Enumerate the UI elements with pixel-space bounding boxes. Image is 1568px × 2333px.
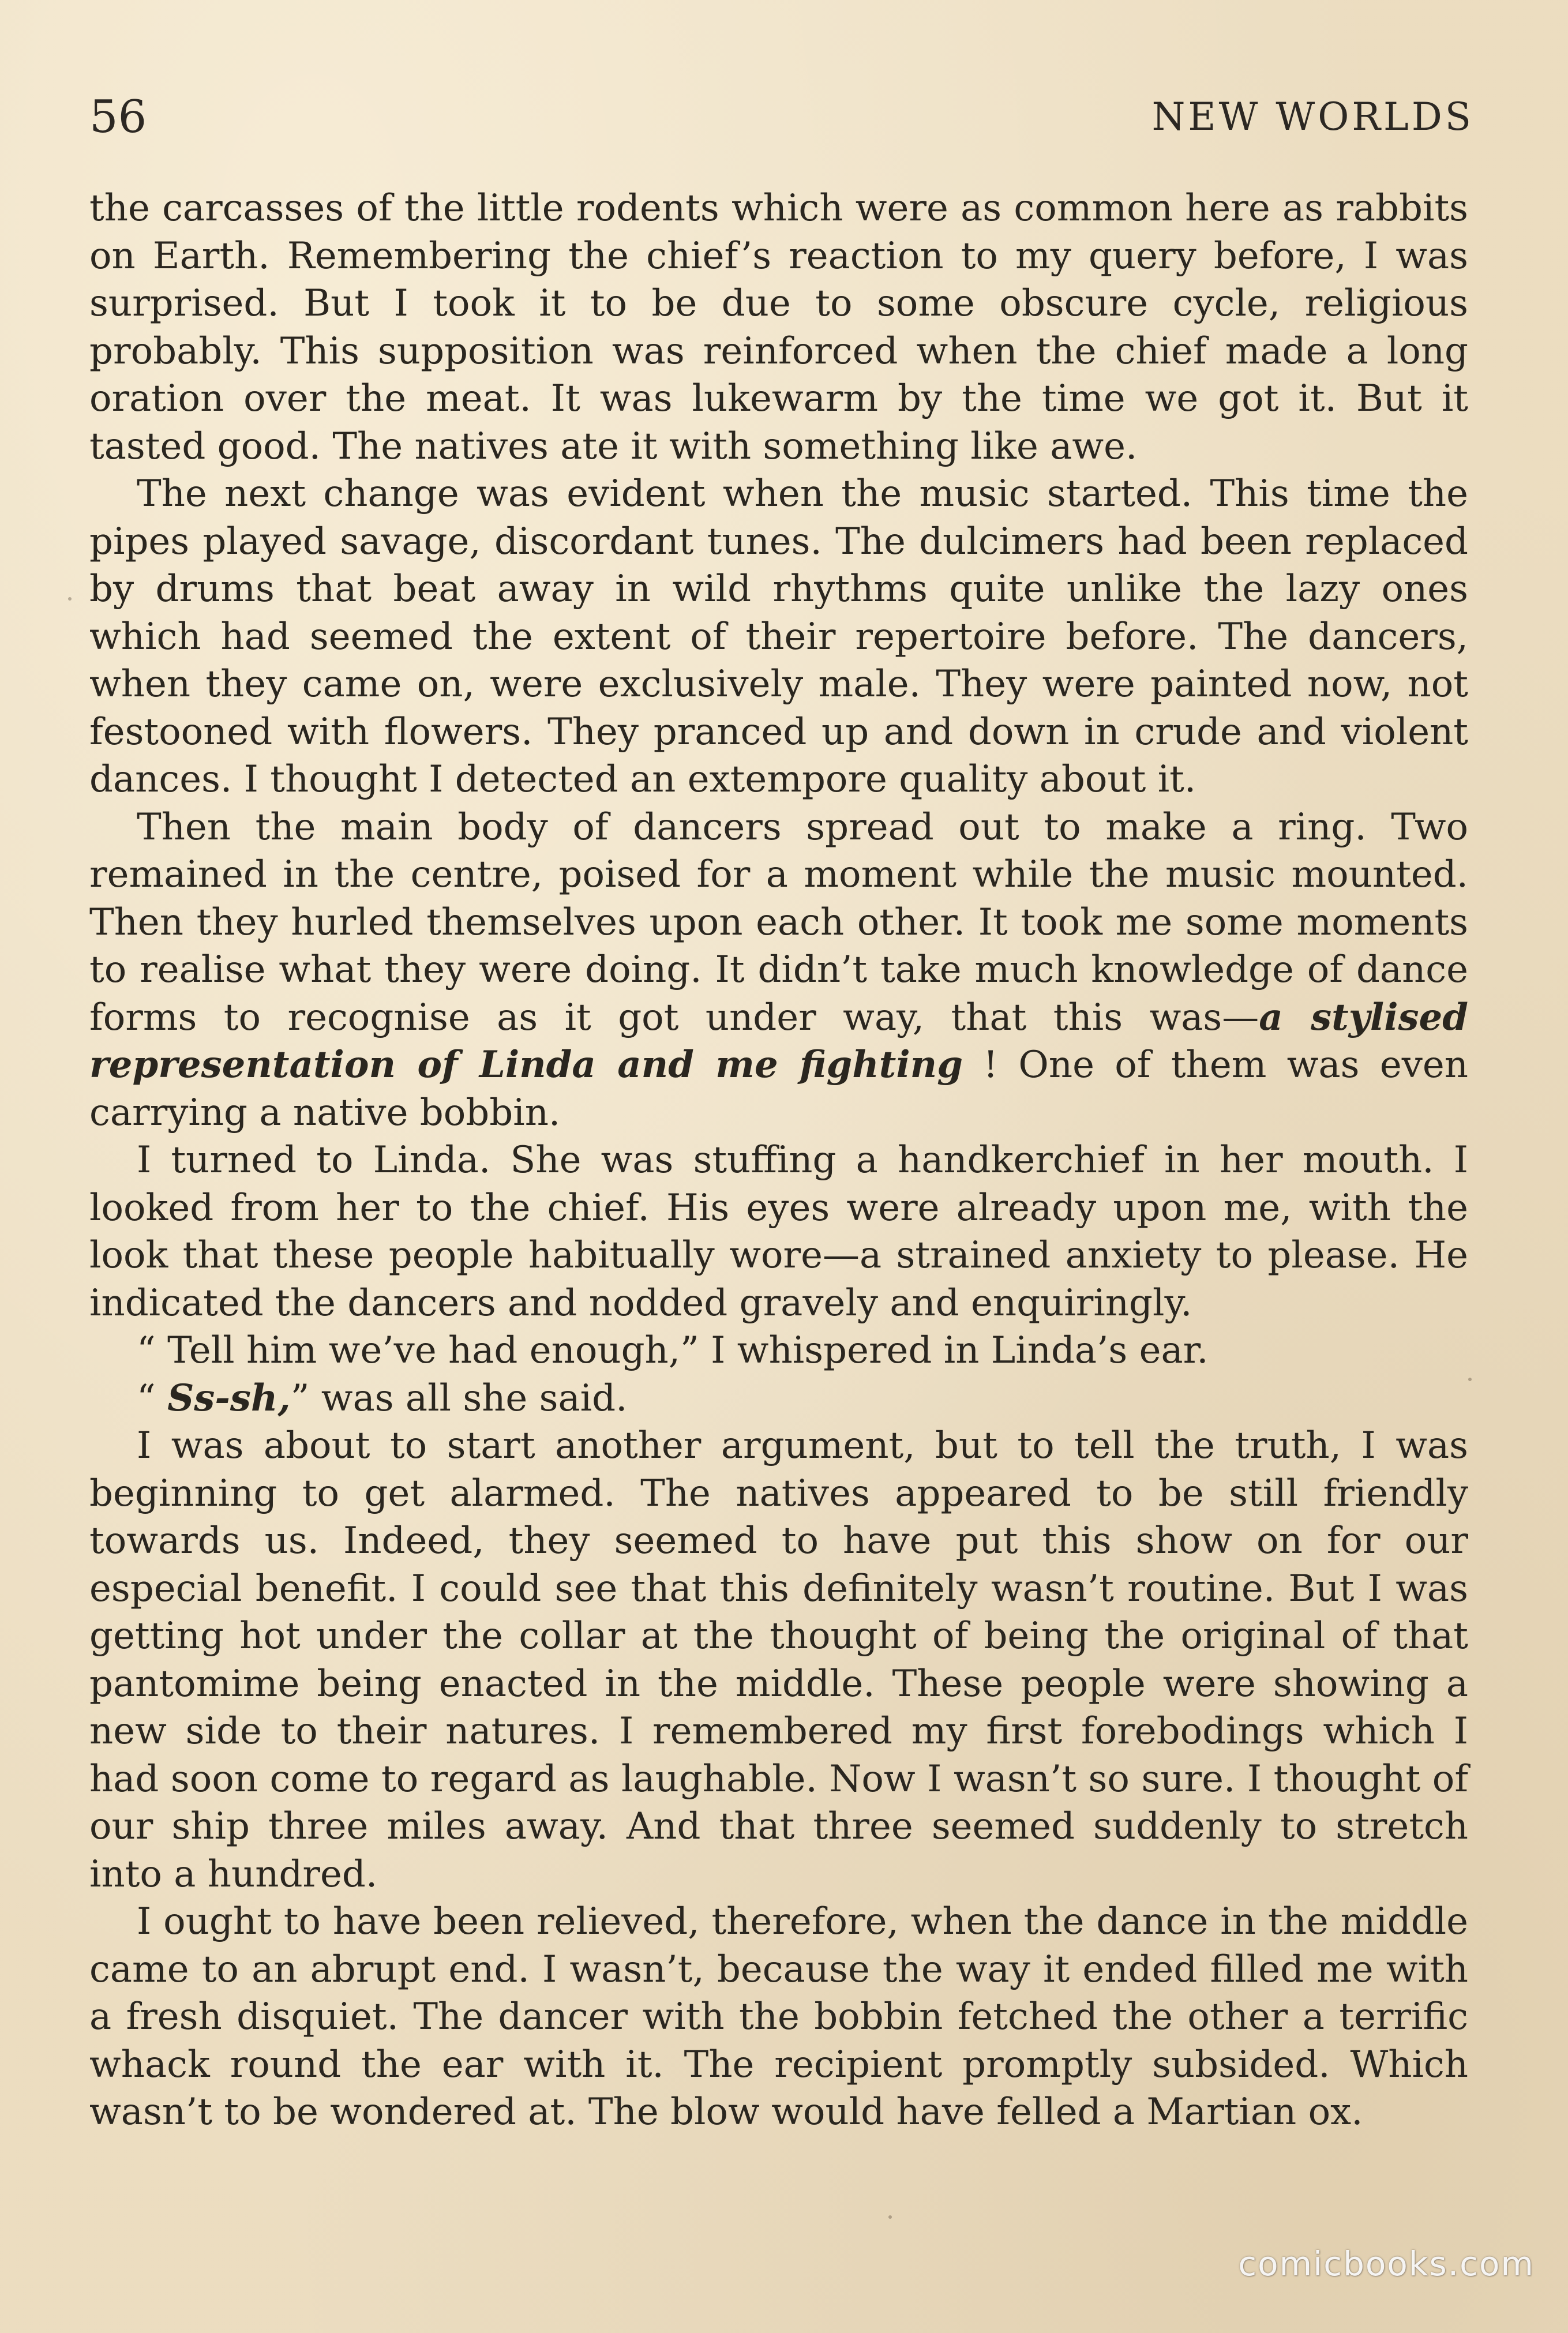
paper-speck bbox=[1468, 1378, 1472, 1381]
paragraph-6-text-after: ” was all she said. bbox=[290, 1376, 628, 1420]
paragraph-4: I turned to Linda. She was stuffing a handkerchief in her mouth. I looked from her to the chief. His eyes were already upon me, with the look that these people habitually wore—a strained anxiety to please. He indicated the dancers and nodded gravely and enquiringly. bbox=[89, 1139, 1468, 1325]
paragraph-3-text-after: ! One of them was even carrying a native bobbin. bbox=[89, 1044, 1469, 1134]
paragraph-3-italic: a stylised representation of Linda and me fighting bbox=[89, 995, 1468, 1086]
paragraph-3 bbox=[89, 804, 1468, 1137]
paragraph-7: I was about to start another argument, but to tell the truth, I was beginning to get alarmed. The natives appeared to be still friendly towards us. Indeed, they seemed to have put this show on for our especial benefit. I could see that this definitely wasn’t routine. But I was getting hot under the collar at the thought of being the original of that pantomime being enacted in the middle. These people were showing a new side to their natures. I remembered my first forebodings which I had soon come to regard as laughable. Now I wasn’t so sure. I thought of our ship three miles away. And that three seemed suddenly to stretch into a hundred. bbox=[89, 1424, 1468, 1896]
page-header bbox=[89, 85, 1474, 149]
paragraph-8: I ought to have been relieved, therefore, when the dance in the middle came to an abrupt end. I wasn’t, because the way it ended filled me with a fresh disquiet. The dancer with the bobbin fetched the other a terrific whack round the ear with it. The recipient promptly subsided. Which wasn’t to be wondered at. The blow would have felled a Martian ox. bbox=[89, 1900, 1468, 2133]
paragraph-6-italic: Ss-sh, bbox=[167, 1376, 291, 1420]
paragraph-6-text-before: “ bbox=[137, 1376, 168, 1420]
paragraph-2: The next change was evident when the music started. This time the pipes played savage, discordant tunes. The dulcimers had been replaced by drums that beat away in wild rhythms quite unlike the lazy ones which had seemed the extent of their repertoire before. The dancers, when they came on, were exclusively male. They were painted now, not festooned with flowers. They pranced up and down in crude and violent dances. I thought I detected an extempore quality about it. bbox=[89, 472, 1468, 801]
paper-speck bbox=[68, 597, 72, 601]
paragraph-3-text-before: Then the main body of dancers spread out to make a ring. Two remained in the centre, poised for a moment while the music mounted. Then they hurled themselves upon each other. It took me some moments to realise what they were doing. It didn’t take much knowledge of dance forms to recognise as it got under way, that this was— bbox=[89, 805, 1468, 1039]
body-text bbox=[89, 185, 1468, 2136]
page-number: 56 bbox=[89, 91, 147, 143]
watermark-logo: comicbooks.com bbox=[1238, 2244, 1535, 2283]
paragraph-6 bbox=[89, 1375, 1468, 1423]
running-head: NEW WORLDS bbox=[1151, 95, 1474, 139]
paper-speck bbox=[888, 2215, 892, 2219]
paragraph-1: the carcasses of the little rodents which were as common here as rabbits on Earth. Remembering the chief’s reaction to my query before, I was surprised. But I took it to be due to some obscure cycle, religious probably. This supposition was reinforced when the chief made a long oration over the meat. It was lukewarm by the time we got it. But it tasted good. The natives ate it with something like awe. bbox=[89, 187, 1468, 468]
paragraph-5: “ Tell him we’ve had enough,” I whispered in Linda’s ear. bbox=[137, 1329, 1209, 1372]
